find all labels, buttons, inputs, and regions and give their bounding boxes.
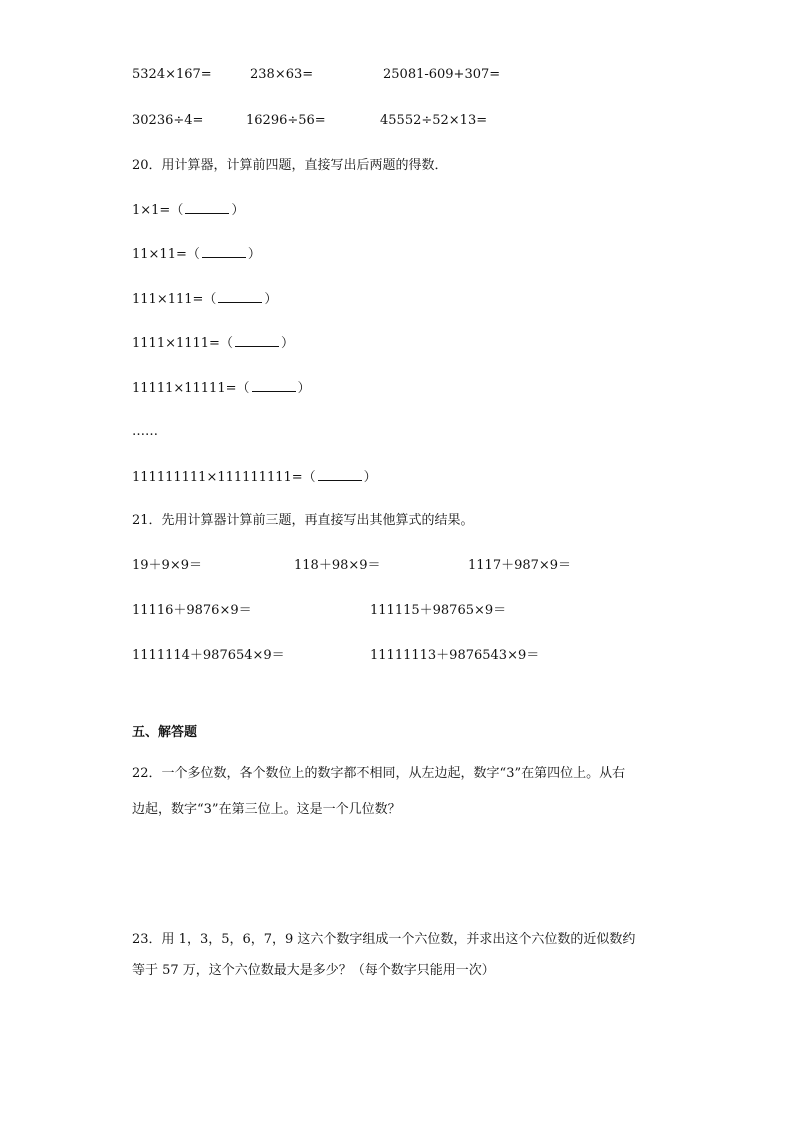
q20-item-last — [132, 468, 377, 487]
q20-item-close: ） — [280, 336, 294, 351]
question-21-title: 21．先用计算器计算前三题，再直接写出其他算式的结果。 — [132, 513, 474, 528]
calc-expr: 1111114＋987654×9＝ — [132, 648, 285, 663]
calc-expr: 45552÷52×13= — [380, 113, 488, 128]
calc-expr: 238×63= — [250, 67, 314, 82]
q20-item — [132, 334, 294, 353]
q20-item-expr: 111111111×111111111=（ — [132, 470, 316, 485]
q20-item-close: ） — [264, 292, 278, 307]
q20-item-close: ） — [247, 247, 261, 262]
question-23-line1: 23．用 1，3，5，6，7，9 这六个数字组成一个六位数，并求出这个六位数的近似数约 — [132, 932, 636, 947]
calc-expr: 19＋9×9＝ — [132, 558, 202, 573]
q20-item — [132, 379, 311, 398]
answer-blank[interactable] — [202, 245, 246, 258]
question-23-line2: 等于 57 万，这个六位数最大是多少？（每个数字只能用一次） — [132, 963, 495, 978]
answer-blank[interactable] — [218, 290, 262, 303]
calc-expr: 25081-609+307= — [383, 67, 501, 82]
calc-expr: 5324×167= — [132, 67, 212, 82]
question-20-title: 20．用计算器，计算前四题，直接写出后两题的得数． — [132, 158, 448, 173]
ellipsis: …… — [132, 424, 158, 439]
q20-item — [132, 201, 244, 220]
calc-expr: 16296÷56= — [246, 113, 326, 128]
section-title: 五、解答题 — [132, 725, 198, 740]
calc-expr: 11116＋9876×9＝ — [132, 603, 252, 618]
q20-item-expr: 111×111=（ — [132, 292, 217, 307]
calc-expr: 1117＋987×9＝ — [468, 558, 572, 573]
q20-item-expr: 1×1=（ — [132, 203, 184, 218]
answer-blank[interactable] — [235, 334, 279, 347]
q20-item-close: ） — [231, 203, 245, 218]
answer-blank[interactable] — [185, 201, 229, 214]
calc-expr: 111115＋98765×9＝ — [370, 603, 507, 618]
answer-blank[interactable] — [252, 379, 296, 392]
question-22-line2: 边起，数字“3”在第三位上。这是一个几位数？ — [132, 802, 401, 817]
calc-expr: 11111113＋9876543×9＝ — [370, 648, 540, 663]
q20-item-close: ） — [297, 381, 311, 396]
calc-expr: 118＋98×9＝ — [294, 558, 381, 573]
answer-blank[interactable] — [318, 468, 362, 481]
q20-item-close: ） — [363, 470, 377, 485]
q20-item — [132, 290, 277, 309]
q20-item-expr: 11111×11111=（ — [132, 381, 250, 396]
q20-item-expr: 11×11=（ — [132, 247, 200, 262]
question-22-line1: 22．一个多位数，各个数位上的数字都不相同，从左边起，数字“3”在第四位上。从右 — [132, 766, 626, 781]
q20-item-expr: 1111×1111=（ — [132, 336, 233, 351]
q20-item — [132, 245, 261, 264]
calc-expr: 30236÷4= — [132, 113, 204, 128]
